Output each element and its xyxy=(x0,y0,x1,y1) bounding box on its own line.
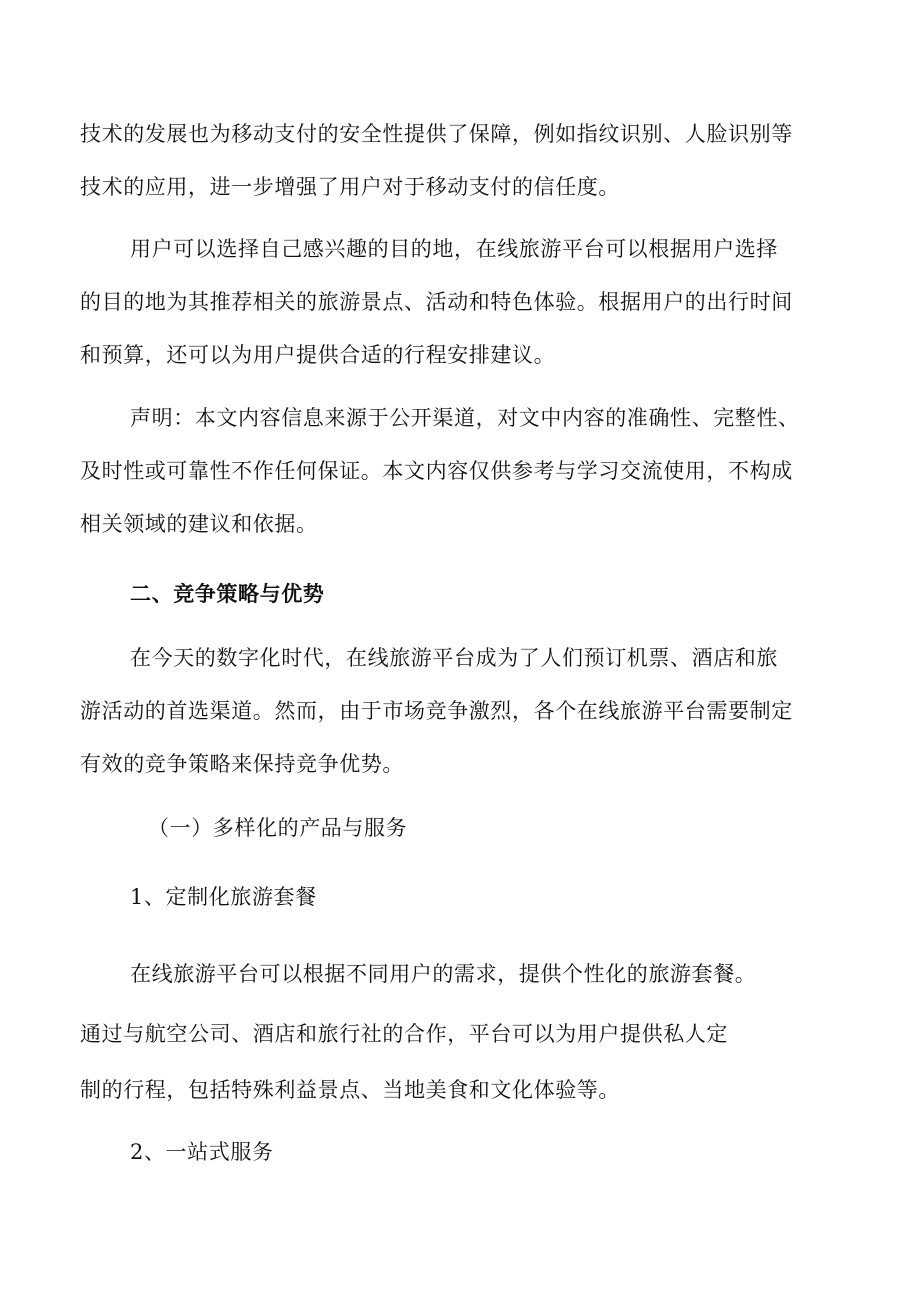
paragraph-line: 的目的地为其推荐相关的旅游景点、活动和特色体验。根据用户的出行时间 xyxy=(80,290,793,314)
paragraph-line: 通过与航空公司、酒店和旅行社的合作，平台可以为用户提供私人定 xyxy=(80,1022,728,1046)
paragraph-line: 在线旅游平台可以根据不同用户的需求，提供个性化的旅游套餐。 xyxy=(130,962,757,986)
paragraph-line: 和预算，还可以为用户提供合适的行程安排建议。 xyxy=(80,343,556,367)
subsection-heading: （一）多样化的产品与服务 xyxy=(148,816,408,840)
paragraph-line: 有效的竞争策略来保持竞争优势。 xyxy=(80,752,404,776)
disclaimer-line: 及时性或可靠性不作任何保证。本文内容仅供参考与学习交流使用，不构成 xyxy=(80,459,793,483)
item-heading: 2、一站式服务 xyxy=(130,1140,274,1164)
disclaimer-line: 相关领域的建议和依据。 xyxy=(80,512,318,536)
paragraph-line: 技术的发展也为移动支付的安全性提供了保障，例如指纹识别、人脸识别等 xyxy=(80,122,793,146)
section-heading: 二、竞争策略与优势 xyxy=(130,582,325,606)
paragraph-line: 游活动的首选渠道。然而，由于市场竞争激烈，各个在线旅游平台需要制定 xyxy=(80,699,793,723)
item-heading: 1、定制化旅游套餐 xyxy=(130,885,317,909)
paragraph-line: 制的行程，包括特殊利益景点、当地美食和文化体验等。 xyxy=(80,1078,620,1102)
paragraph-line: 在今天的数字化时代，在线旅游平台成为了人们预订机票、酒店和旅 xyxy=(130,646,778,670)
paragraph-line: 用户可以选择自己感兴趣的目的地，在线旅游平台可以根据用户选择 xyxy=(130,237,778,261)
disclaimer-line: 声明：本文内容信息来源于公开渠道，对文中内容的准确性、完整性、 xyxy=(130,406,800,430)
paragraph-line: 技术的应用，进一步增强了用户对于移动支付的信任度。 xyxy=(80,175,620,199)
